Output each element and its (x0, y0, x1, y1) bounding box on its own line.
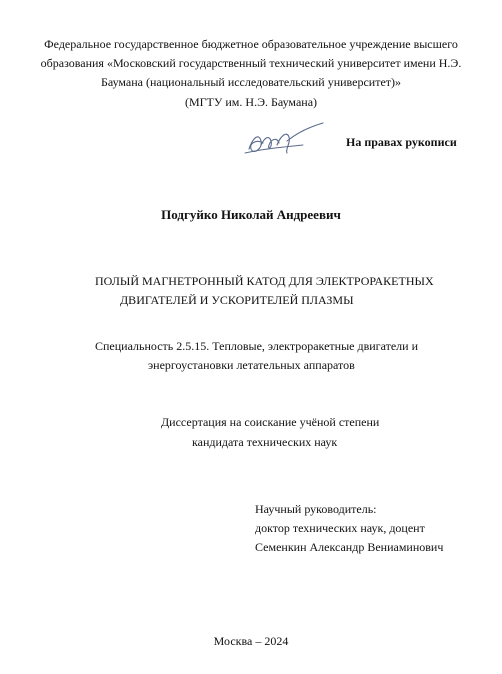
specialty-line-2: энергоустановки летательных аппаратов (148, 358, 355, 372)
supervisor-label: Научный руководитель: (255, 502, 377, 516)
title-line-1: ПОЛЫЙ МАГНЕТРОННЫЙ КАТОД ДЛЯ ЭЛЕКТРОРАКЕТНЫХ (95, 274, 434, 288)
dissertation-line-1: Диссертация на соискание учёной степени (161, 415, 380, 429)
title-line-2: ДВИГАТЕЛЕЙ И УСКОРИТЕЛЕЙ ПЛАЗМЫ (120, 293, 354, 307)
supervisor-degree: доктор технических наук, доцент (255, 521, 425, 535)
institution-line-2: образования «Московский государственный технический университет имени Н.Э. (40, 56, 462, 70)
rights-note: На правах рукописи (346, 135, 457, 149)
author-name: Подгуйко Николай Андреевич (161, 207, 341, 222)
institution-line-1: Федеральное государственное бюджетное образовательное учреждение высшего (44, 37, 458, 51)
institution-line-3: Баумана (национальный исследовательский университет)» (100, 75, 402, 89)
signature-image (243, 119, 329, 161)
supervisor-name: Семенкин Александр Вениаминович (255, 540, 444, 554)
city-year: Москва – 2024 (213, 634, 289, 648)
institution-line-4: (МГТУ им. Н.Э. Баумана) (184, 95, 318, 109)
specialty-line-1: Специальность 2.5.15. Тепловые, электроракетные двигатели и (95, 339, 418, 353)
dissertation-line-2: кандидата технических наук (192, 435, 338, 449)
